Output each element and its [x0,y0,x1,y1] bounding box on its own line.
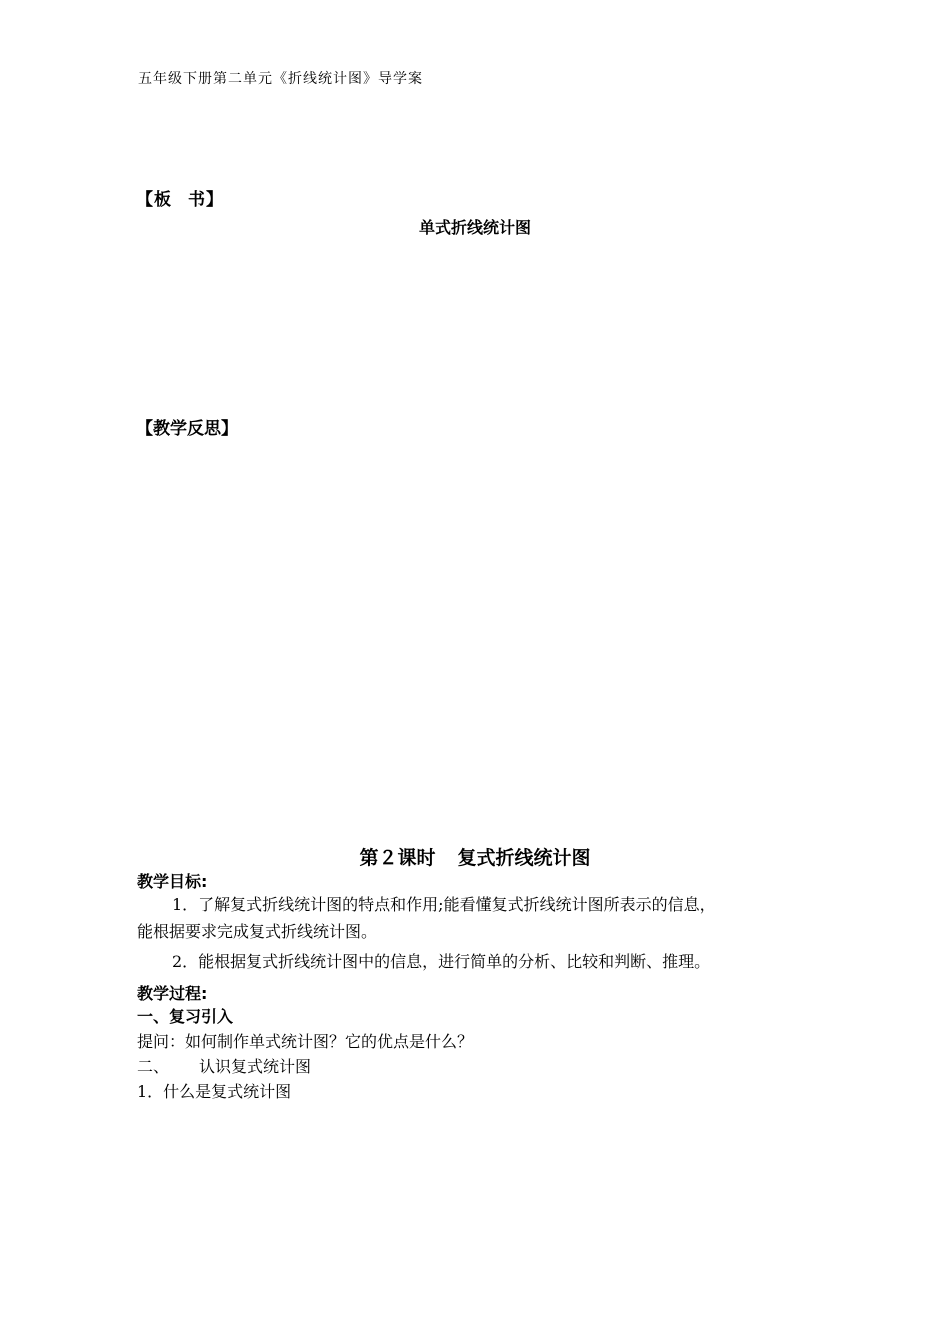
goal-1-line-1: 1．了解复式折线统计图的特点和作用;能看懂复式折线统计图所表示的信息， [172,895,716,914]
board-title: 单式折线统计图 [418,218,531,237]
lesson-name: 复式折线统计图 [457,847,591,869]
goal-2: 2．能根据复式折线统计图中的信息，进行简单的分析、比较和判断、推理。 [172,952,711,971]
step-1-heading: 一、复习引入 [137,1007,234,1026]
process-heading: 教学过程: [137,984,208,1003]
goals-heading: 教学目标: [137,872,208,891]
step-2-title: 认识复式统计图 [199,1057,312,1076]
step-2-heading [137,1054,311,1077]
page-header: 五年级下册第二单元《折线统计图》导学案 [138,71,423,87]
step-2-sub-1: 1．什么是复式统计图 [137,1082,292,1101]
goal-1-line-2: 能根据要求完成复式折线统计图。 [137,922,378,941]
step-1-question: 提问：如何制作单式统计图？它的优点是什么？ [137,1032,474,1051]
board-label-left: 【板 [136,190,172,210]
lesson-title [0,843,950,870]
board-section-label [136,185,224,210]
reflection-label: 【教学反思】 [136,419,238,439]
lesson-number: 第２课时 [359,847,436,869]
step-2-number: 二、 [137,1057,170,1076]
board-label-right: 书】 [188,190,224,210]
